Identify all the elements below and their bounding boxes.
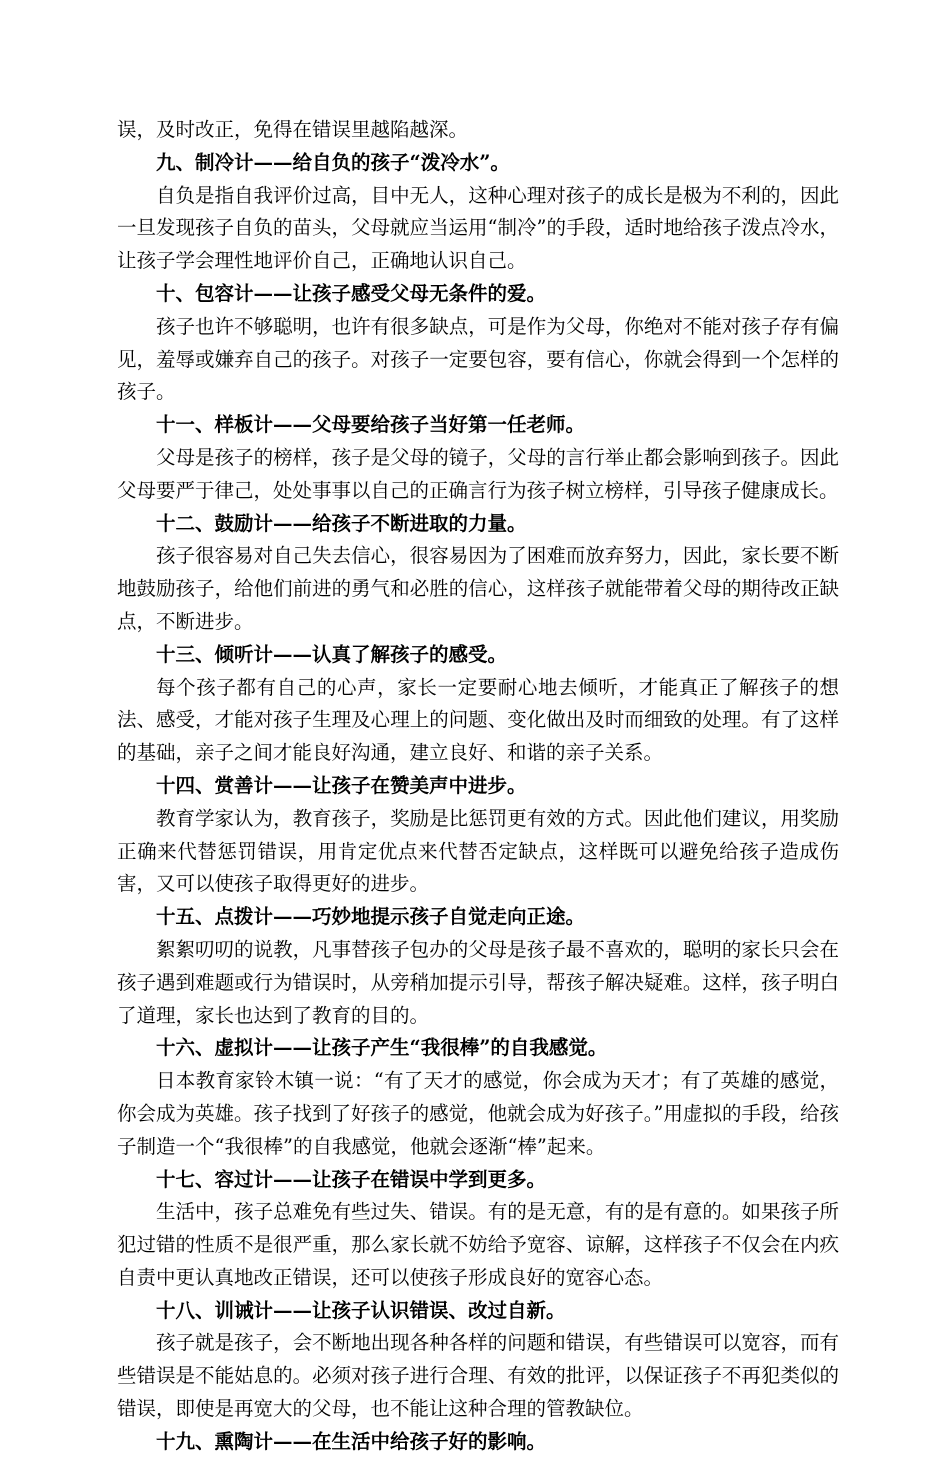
section-body-18: 孩子就是孩子，会不断地出现各种各样的问题和错误，有些错误可以宽容，而有些错误是不能姑息的。必须对孩子进行合理、有效的批评，以保证孩子不再犯类似的错误，即使是再宽大的父母，也不能让这种合理的管教缺位。 xyxy=(117,1331,839,1421)
section-heading-19: 十九、熏陶计——在生活中给孩子好的影响。 xyxy=(156,1429,547,1453)
section-heading-11: 十一、样板计——父母要给孩子当好第一任老师。 xyxy=(156,413,586,437)
paragraph-continuation: 误，及时改正，免得在错误里越陷越深。 xyxy=(117,118,469,141)
section-heading-16: 十六、虚拟计——让孩子产生“我很棒”的自我感觉。 xyxy=(156,1036,608,1060)
section-heading-18: 十八、训诫计——让孩子认识错误、改过自新。 xyxy=(156,1298,566,1322)
section-body-12: 孩子很容易对自己失去信心，很容易因为了困难而放弃努力，因此，家长要不断地鼓励孩子，给他们前进的勇气和必胜的信心，这样孩子就能带着父母的期待改正缺点，不断进步。 xyxy=(117,544,839,633)
section-body-15: 絮絮叨叨的说教，凡事替孩子包办的父母是孩子最不喜欢的，聪明的家长只会在孩子遇到难题或行为错误时，从旁稍加提示引导，帮孩子解决疑难。这样，孩子明白了道理，家长也达到了教育的目的。 xyxy=(117,937,839,1027)
section-body-14: 教育学家认为，教育孩子，奖励是比惩罚更有效的方式。因此他们建议，用奖励正确来代替惩罚错误，用肯定优点来代替否定缺点，这样既可以避免给孩子造成伤害，又可以使孩子取得更好的进步。 xyxy=(117,806,839,896)
section-body-16: 日本教育家铃木镇一说：“有了天才的感觉，你会成为天才；有了英雄的感觉，你会成为英雄。孩子找到了好孩子的感觉，他就会成为好孩子。”用虚拟的手段，给孩子制造一个“我很棒”的自我感觉，他就会逐渐“棒”起来。 xyxy=(117,1069,839,1158)
section-heading-10: 十、包容计——让孩子感受父母无条件的爱。 xyxy=(156,281,547,305)
document-page xyxy=(117,114,839,1459)
section-heading-12: 十二、鼓励计——给孩子不断进取的力量。 xyxy=(156,511,527,535)
section-heading-13: 十三、倾听计——认真了解孩子的感受。 xyxy=(156,642,508,666)
section-body-9: 自负是指自我评价过高，目中无人，这种心理对孩子的成长是极为不利的，因此一旦发现孩子自负的苗头，父母就应当运用“制冷”的手段，适时地给孩子泼点冷水，让孩子学会理性地评价自己，正确地认识自己。 xyxy=(117,183,839,273)
section-body-11: 父母是孩子的榜样，孩子是父母的镜子，父母的言行举止都会影响到孩子。因此父母要严于律己，处处事事以自己的正确言行为孩子树立榜样，引导孩子健康成长。 xyxy=(117,445,839,502)
section-body-17: 生活中，孩子总难免有些过失、错误。有的是无意，有的是有意的。如果孩子所犯过错的性质不是很严重，那么家长就不妨给予宽容、谅解，这样孩子不仅会在内疚自责中更认真地改正错误，还可以使孩子形成良好的宽容心态。 xyxy=(117,1200,839,1289)
section-heading-17: 十七、容过计——让孩子在错误中学到更多。 xyxy=(156,1167,547,1191)
section-heading-9: 九、制冷计——给自负的孩子“泼冷水”。 xyxy=(156,150,510,174)
section-body-10: 孩子也许不够聪明，也许有很多缺点，可是作为父母，你绝对不能对孩子存有偏见，羞辱或嫌弃自己的孩子。对孩子一定要包容，要有信心，你就会得到一个怎样的孩子。 xyxy=(117,314,839,404)
section-heading-15: 十五、点拨计——巧妙地提示孩子自觉走向正途。 xyxy=(156,905,586,929)
section-body-13: 每个孩子都有自己的心声，家长一定要耐心地去倾听，才能真正了解孩子的想法、感受，才能对孩子生理及心理上的问题、变化做出及时而细致的处理。有了这样的基础，亲子之间才能良好沟通，建立良好、和谐的亲子关系。 xyxy=(117,675,839,765)
section-heading-14: 十四、赏善计——让孩子在赞美声中进步。 xyxy=(156,773,527,797)
